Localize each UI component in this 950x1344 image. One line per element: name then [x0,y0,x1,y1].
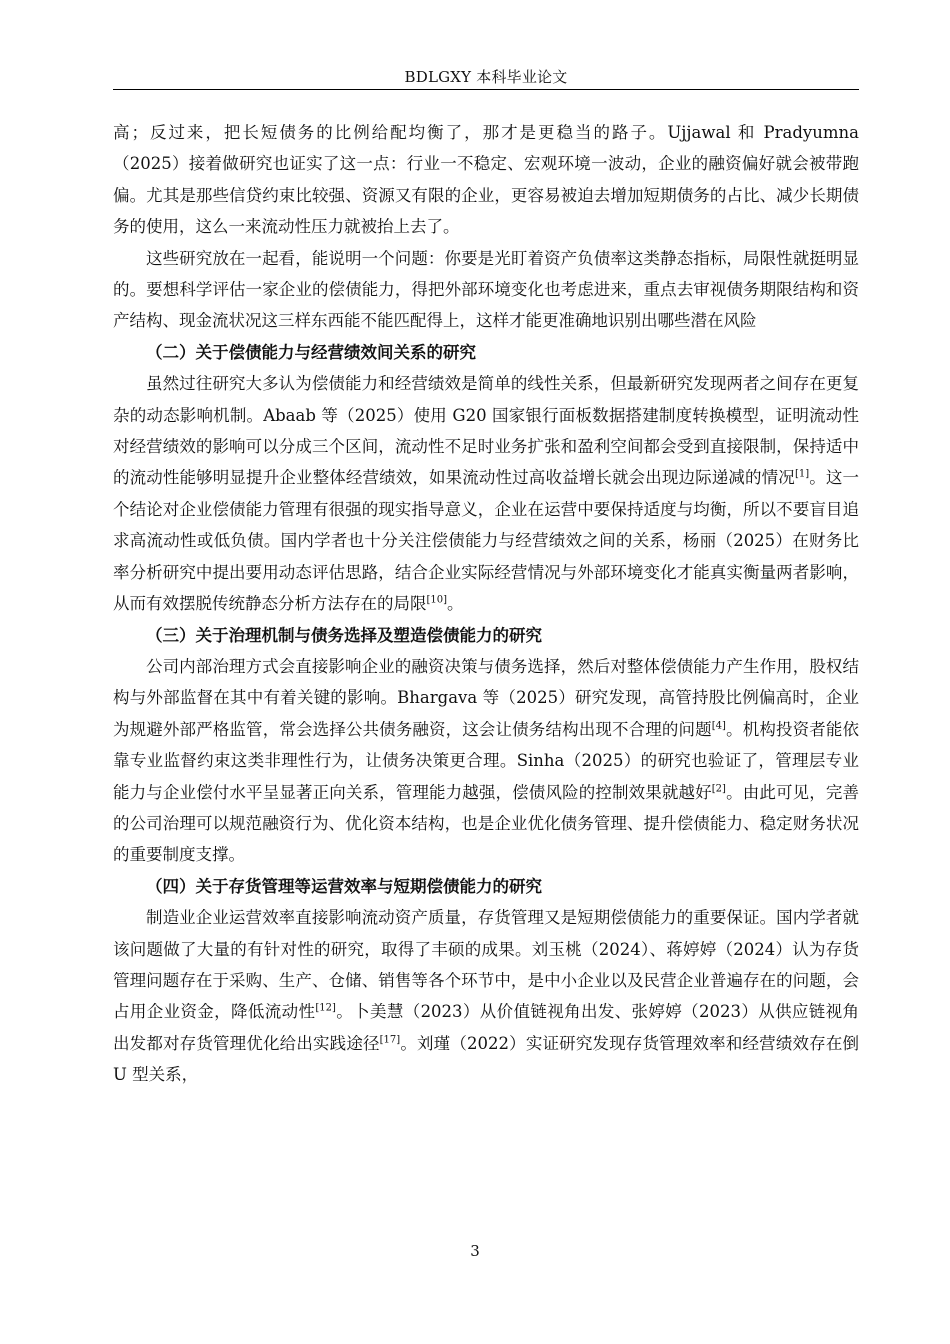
paragraph [113,368,859,619]
text-run: 这些研究放在一起看，能说明一个问题：你要是光盯着资产负债率这类静态指标，局限性就挺明显的。要想科学评估一家企业的偿债能力，得把外部环境变化也考虑进来，重点去审视债务期限结构和资产结构、现金流状况这三样东西能不能匹配得上，这样才能更准确地识别出哪些潜在风险 [113,248,859,331]
section-heading [113,620,859,651]
text-run: 制造业企业运营效率直接影响流动资产质量，存货管理又是短期偿债能力的重要保证。国内学者就该问题做了大量的有针对性的研究，取得了丰硕的成果。刘玉桃（2024）、蒋婷婷（2024）认为存货管理问题存在于采购、生产、仓储、销售等各个环节中，是中小企业以及民营企业普遍存在的问题，会占用企业资金，降低流动性 [113,908,859,1022]
paragraph [113,902,859,1090]
citation-marker: [2] [711,783,726,795]
header-rule [113,89,859,90]
citation-marker: [10] [426,594,448,606]
text-run: 。由此可见，完善的公司治理可以规范融资行为、优化资本结构，也是企业优化债务管理、提升偿债能力、稳定财务状况的重要制度支撑。 [113,782,860,865]
text-run: 。这一个结论对企业偿债能力管理有很强的现实指导意义，企业在运营中要保持适度与均衡，所以不要盲目追求高流动性或低负债。国内学者也十分关注偿债能力与经营绩效之间的关系，杨丽（2025）在财务比率分析研究中提出要用动态评估思路，结合企业实际经营情况与外部环境变化才能真实衡量两者影响，从而有效摆脱传统静态分析方法存在的局限 [113,468,860,614]
paragraph [113,243,859,337]
running-header: BDLGXY 本科毕业论文 [404,68,568,86]
paragraph [113,117,859,243]
citation-marker: [12] [315,1002,336,1014]
page-number: 3 [470,1242,480,1260]
text-run: 。机构投资者能依靠专业监督约束这类非理性行为，让债务决策更合理。Sinha（2025）的研究也验证了，管理层专业能力与企业偿付水平呈显著正向关系，管理能力越强，偿债风险的控制效果就越好 [113,719,860,802]
paragraph [113,651,859,871]
text-run: （三）关于治理机制与债务选择及塑造偿债能力的研究 [146,625,542,645]
text-run: 。 [447,594,464,614]
body-text [113,117,859,1091]
text-run: （二）关于偿债能力与经营绩效间关系的研究 [146,342,476,362]
citation-marker: [1] [794,468,810,480]
text-run: 公司内部治理方式会直接影响企业的融资决策与债务选择，然后对整体偿债能力产生作用，股权结构与外部监督在其中有着关键的影响。Bhargava 等（2025）研究发现，高管持股比例偏高时，企业为规避外部严格监管，常会选择公共债务融资，这会让债务结构出现不合理的问题 [113,656,859,739]
text-run: 虽然过往研究大多认为偿债能力和经营绩效是简单的线性关系，但最新研究发现两者之间存在更复杂的动态影响机制。Abaab 等（2025）使用 G20 国家银行面板数据搭建制度转换模型，证明流动性对经营绩效的影响可以分成三个区间，流动性不足时业务扩张和盈利空间都会受到直接限制，保持适中的流动性能够明显提升企业整体经营绩效，如果流动性过高收益增长就会出现边际递减的情况 [113,374,859,488]
section-heading [113,871,859,902]
citation-marker: [4] [711,720,726,732]
text-run: （四）关于存货管理等运营效率与短期偿债能力的研究 [146,876,542,896]
text-run: 。刘瑾（2022）实证研究发现存货管理效率和经营绩效存在倒 U 型关系， [113,1033,859,1085]
section-heading [113,337,859,368]
citation-marker: [17] [379,1034,401,1046]
text-run: 高；反过来，把长短债务的比例给配均衡了，那才是更稳当的路子。Ujjawal 和 Pradyumna（2025）接着做研究也证实了这一点：行业一不稳定、宏观环境一波动，企业的融资偏好就会被带跑偏。尤其是那些信贷约束比较强、资源又有限的企业，更容易被迫去增加短期债务的占比、减少长期债务的使用，这么一来流动性压力就被抬上去了。 [113,123,859,237]
text-run: 。卜美慧（2023）从价值链视角出发、张婷婷（2023）从供应链视角出发都对存货管理优化给出实践途径 [113,1002,860,1053]
